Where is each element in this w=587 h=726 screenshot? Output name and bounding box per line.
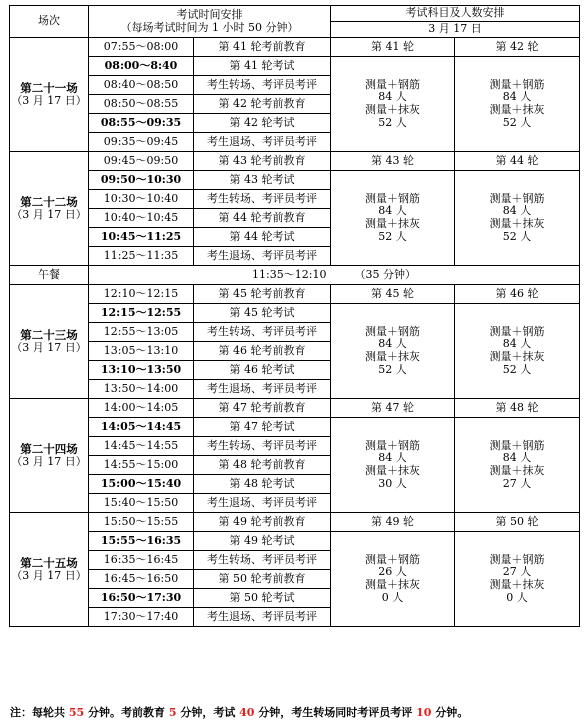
subject-rebar: 测量＋钢筋 [365,552,421,566]
round-subjects [455,171,580,266]
note-exam-minutes: 40 [239,706,255,719]
time-arrangement-header [89,6,331,38]
event-name: 第 41 轮考前教育 [194,38,331,57]
time-slot: 15:00～15:40 [89,475,194,494]
event-name: 第 48 轮考前教育 [194,456,331,475]
subject-plaster: 测量＋抹灰 [489,350,545,363]
round-subjects [331,304,455,399]
time-slot: 15:50～15:55 [89,513,194,532]
schedule-row [10,285,580,304]
subject-rebar: 测量＋钢筋 [489,77,545,91]
event-name: 第 45 轮考前教育 [194,285,331,304]
time-slot: 12:15～12:55 [89,304,194,323]
round-label: 第 46 轮 [455,285,580,304]
time-slot: 11:25～11:35 [89,247,194,266]
count-rebar: 84 人 [502,451,532,465]
session-name: 第二十五场 [20,555,78,570]
count-rebar: 84 人 [378,204,407,218]
event-name: 考生退场、考评员考评 [194,608,331,627]
time-slot: 13:50～14:00 [89,380,194,399]
event-name: 第 44 轮考前教育 [194,209,331,228]
session-date: （3 月 17 日） [11,93,87,107]
round-subjects [455,532,580,627]
subject-date-header: 3 月 17 日 [331,22,580,38]
count-plaster: 52 人 [378,362,407,376]
note-education-minutes: 5 [168,706,177,719]
count-rebar: 84 人 [378,337,407,351]
round-subjects [455,304,580,399]
session-date: （3 月 17 日） [11,568,87,582]
round-label: 第 44 轮 [455,152,580,171]
count-rebar: 26 人 [378,565,407,579]
event-name: 第 43 轮考试 [194,171,331,190]
time-slot: 13:10～13:50 [89,361,194,380]
time-slot: 09:45～09:50 [89,152,194,171]
subject-plaster: 测量＋抹灰 [365,578,421,591]
round-label: 第 47 轮 [331,399,455,418]
count-plaster: 0 人 [381,590,404,604]
event-name: 考生转场、考评员考评 [194,190,331,209]
round-label: 第 41 轮 [331,38,455,57]
count-rebar: 84 人 [502,90,532,104]
lunch-duration: （35 分钟） [354,267,416,281]
subject-plaster: 测量＋抹灰 [489,217,545,230]
session-date: （3 月 17 日） [11,207,87,221]
count-plaster: 27 人 [502,476,532,490]
exam-schedule-table [9,5,580,627]
subject-rebar: 测量＋钢筋 [365,438,421,452]
event-name: 第 49 轮考试 [194,532,331,551]
session-date: （3 月 17 日） [11,454,87,468]
time-slot: 16:45～16:50 [89,570,194,589]
session-cell [10,399,89,513]
event-name: 第 46 轮考试 [194,361,331,380]
session-cell [10,513,89,627]
note-suffix: 分钟。 [431,706,469,719]
count-plaster: 52 人 [378,229,407,243]
subject-rebar: 测量＋钢筋 [365,324,421,338]
round-subjects [455,57,580,152]
note-total-minutes: 55 [68,706,85,719]
schedule-row [10,532,580,551]
subject-plaster: 测量＋抹灰 [365,103,421,116]
schedule-row [10,152,580,171]
subject-rebar: 测量＋钢筋 [489,552,545,566]
round-subjects [331,532,455,627]
subject-plaster: 测量＋抹灰 [365,464,421,477]
event-name: 第 42 轮考前教育 [194,95,331,114]
note-evaluation-minutes: 10 [416,706,432,719]
subject-plaster: 测量＋抹灰 [365,217,421,230]
lunch-label: 午餐 [10,266,89,285]
time-slot: 09:35～09:45 [89,133,194,152]
time-slot: 15:40～15:50 [89,494,194,513]
round-label: 第 48 轮 [455,399,580,418]
session-name: 第二十一场 [20,80,78,95]
time-arrangement-title: 考试时间安排 [176,7,243,21]
event-name: 第 46 轮考前教育 [194,342,331,361]
event-name: 第 47 轮考前教育 [194,399,331,418]
count-plaster: 30 人 [378,476,407,490]
subject-arrangement-header: 考试科目及人数安排 [331,6,580,22]
event-name: 第 41 轮考试 [194,57,331,76]
event-name: 第 47 轮考试 [194,418,331,437]
event-name: 考生退场、考评员考评 [194,247,331,266]
round-subjects [455,418,580,513]
time-slot: 15:55～16:35 [89,532,194,551]
time-slot: 17:30～17:40 [89,608,194,627]
schedule-row [10,399,580,418]
round-label: 第 49 轮 [331,513,455,532]
time-slot: 14:05～14:45 [89,418,194,437]
count-rebar: 84 人 [502,204,532,218]
event-name: 第 42 轮考试 [194,114,331,133]
event-name: 第 50 轮考前教育 [194,570,331,589]
event-name: 考生退场、考评员考评 [194,133,331,152]
count-rebar: 84 人 [502,337,532,351]
lunch-row [10,266,580,285]
subject-rebar: 测量＋钢筋 [489,438,545,452]
session-cell [10,285,89,399]
count-rebar: 27 人 [502,565,532,579]
time-slot: 08:00～8:40 [89,57,194,76]
event-name: 考生转场、考评员考评 [194,551,331,570]
time-slot: 14:45～14:55 [89,437,194,456]
note-part4: 分钟，考生转场同时考评员考评 [254,706,417,719]
time-slot: 12:55～13:05 [89,323,194,342]
note-part3: 分钟，考试 [176,706,240,719]
event-name: 第 49 轮考前教育 [194,513,331,532]
count-plaster: 52 人 [502,115,532,129]
note-part2: 分钟。考前教育 [84,706,169,719]
time-slot: 07:55～08:00 [89,38,194,57]
count-plaster: 52 人 [502,362,532,376]
lunch-time-range: 11:35～12:10 [252,267,327,281]
schedule-row [10,171,580,190]
subject-plaster: 测量＋抹灰 [489,578,545,591]
round-subjects [331,57,455,152]
count-rebar: 84 人 [378,451,407,465]
session-column-header: 场次 [10,6,89,38]
count-plaster: 52 人 [378,115,407,129]
time-slot: 16:50～17:30 [89,589,194,608]
time-slot: 14:00～14:05 [89,399,194,418]
round-label: 第 43 轮 [331,152,455,171]
time-slot: 14:55～15:00 [89,456,194,475]
time-slot: 08:40～08:50 [89,76,194,95]
schedule-row [10,418,580,437]
subject-plaster: 测量＋抹灰 [365,350,421,363]
time-slot: 09:50～10:30 [89,171,194,190]
count-rebar: 84 人 [378,90,407,104]
round-label: 第 42 轮 [455,38,580,57]
time-slot: 16:35～16:45 [89,551,194,570]
time-slot: 12:10～12:15 [89,285,194,304]
event-name: 第 50 轮考试 [194,589,331,608]
time-slot: 10:45～11:25 [89,228,194,247]
time-slot: 08:55～09:35 [89,114,194,133]
schedule-row [10,304,580,323]
event-name: 考生转场、考评员考评 [194,76,331,95]
subject-rebar: 测量＋钢筋 [365,191,421,205]
subject-rebar: 测量＋钢筋 [489,191,545,205]
count-plaster: 52 人 [502,229,532,243]
subject-rebar: 测量＋钢筋 [489,324,545,338]
round-label: 第 50 轮 [455,513,580,532]
time-slot: 08:50～08:55 [89,95,194,114]
footnote [10,704,468,720]
event-name: 第 48 轮考试 [194,475,331,494]
session-name: 第二十四场 [20,441,78,456]
time-slot: 13:05～13:10 [89,342,194,361]
session-cell [10,152,89,266]
event-name: 考生转场、考评员考评 [194,323,331,342]
lunch-time [89,266,580,285]
event-name: 考生退场、考评员考评 [194,494,331,513]
session-name: 第二十二场 [20,194,78,209]
session-date: （3 月 17 日） [11,340,87,354]
round-subjects [331,418,455,513]
header-row [10,6,580,22]
time-slot: 10:40～10:45 [89,209,194,228]
count-plaster: 0 人 [506,590,528,604]
round-label: 第 45 轮 [331,285,455,304]
schedule-row [10,57,580,76]
session-name: 第二十三场 [20,327,78,342]
subject-plaster: 测量＋抹灰 [489,103,545,116]
subject-rebar: 测量＋钢筋 [365,77,421,91]
schedule-row [10,38,580,57]
event-name: 考生转场、考评员考评 [194,437,331,456]
session-cell [10,38,89,152]
subject-plaster: 测量＋抹灰 [489,464,545,477]
time-slot: 10:30～10:40 [89,190,194,209]
schedule-row [10,513,580,532]
event-name: 第 43 轮考前教育 [194,152,331,171]
round-subjects [331,171,455,266]
note-prefix: 注：每轮共 [10,706,69,719]
event-name: 第 45 轮考试 [194,304,331,323]
event-name: 考生退场、考评员考评 [194,380,331,399]
time-arrangement-subtitle: （每场考试时间为 1 小时 50 分钟） [120,20,299,34]
event-name: 第 44 轮考试 [194,228,331,247]
